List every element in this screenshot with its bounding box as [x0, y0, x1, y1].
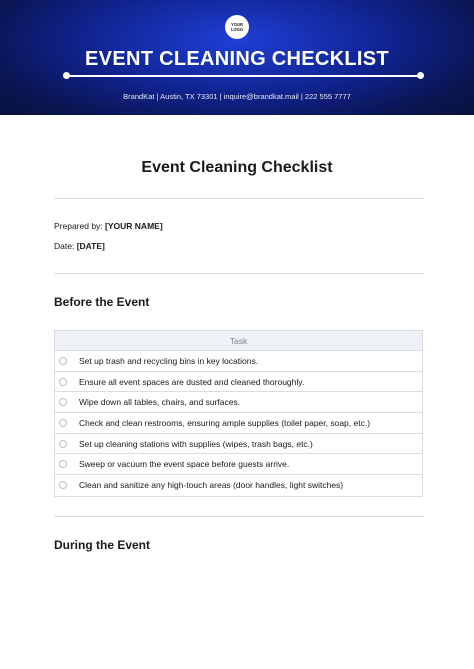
task-checkbox[interactable] [59, 398, 67, 406]
task-checkbox[interactable] [59, 460, 67, 468]
date-label: Date: [54, 241, 75, 251]
task-text: Ensure all event spaces are dusted and cleaned thoroughly. [79, 376, 305, 387]
task-text: Set up trash and recycling bins in key locations. [79, 355, 259, 366]
document-title: Event Cleaning Checklist [141, 159, 333, 176]
task-checkbox[interactable] [59, 378, 67, 386]
task-text: Check and clean restrooms, ensuring ample supplies (toilet paper, soap, etc.) [79, 417, 371, 428]
section-title-during: During the Event [54, 538, 151, 552]
prepared-by-value: [YOUR NAME] [105, 221, 163, 231]
table-header: Task [55, 331, 422, 351]
task-checkbox[interactable] [59, 440, 67, 448]
table-row [55, 351, 422, 372]
table-row [55, 392, 422, 413]
prepared-by [54, 221, 163, 231]
task-checkbox[interactable] [59, 357, 67, 365]
logo-line1: YOUR [230, 22, 244, 27]
header-banner [0, 0, 474, 115]
logo [225, 15, 249, 39]
task-text: Wipe down all tables, chairs, and surfaces. [79, 397, 241, 408]
table-row [55, 454, 422, 475]
table-row [55, 413, 422, 434]
checklist-table [54, 330, 423, 497]
task-text: Sweep or vacuum the event space before guests arrive. [79, 459, 290, 470]
header-title: EVENT CLEANING CHECKLIST [85, 48, 389, 70]
table-row [55, 434, 422, 455]
prepared-by-label: Prepared by: [54, 221, 103, 231]
date [54, 241, 105, 251]
date-value: [DATE] [76, 241, 105, 251]
header-line-dot-right [417, 72, 424, 79]
table-row [55, 475, 422, 496]
divider-section [54, 516, 424, 517]
header-contact-info: BrandKat | Austin, TX 73301 | inquire@brandkat.mail | 222 555 7777 [123, 92, 351, 101]
table-row [55, 372, 422, 393]
logo-line2: LOGO [230, 27, 244, 32]
task-text: Set up cleaning stations with supplies (wipes, trash bags, etc.) [79, 438, 313, 449]
divider-meta [54, 273, 424, 274]
task-text: Clean and sanitize any high-touch areas (door handles, light switches) [79, 480, 344, 491]
task-checkbox[interactable] [59, 419, 67, 427]
header-divider-line [67, 75, 420, 77]
task-checkbox[interactable] [59, 481, 67, 489]
divider-top [54, 198, 424, 199]
section-title-before: Before the Event [54, 295, 150, 309]
